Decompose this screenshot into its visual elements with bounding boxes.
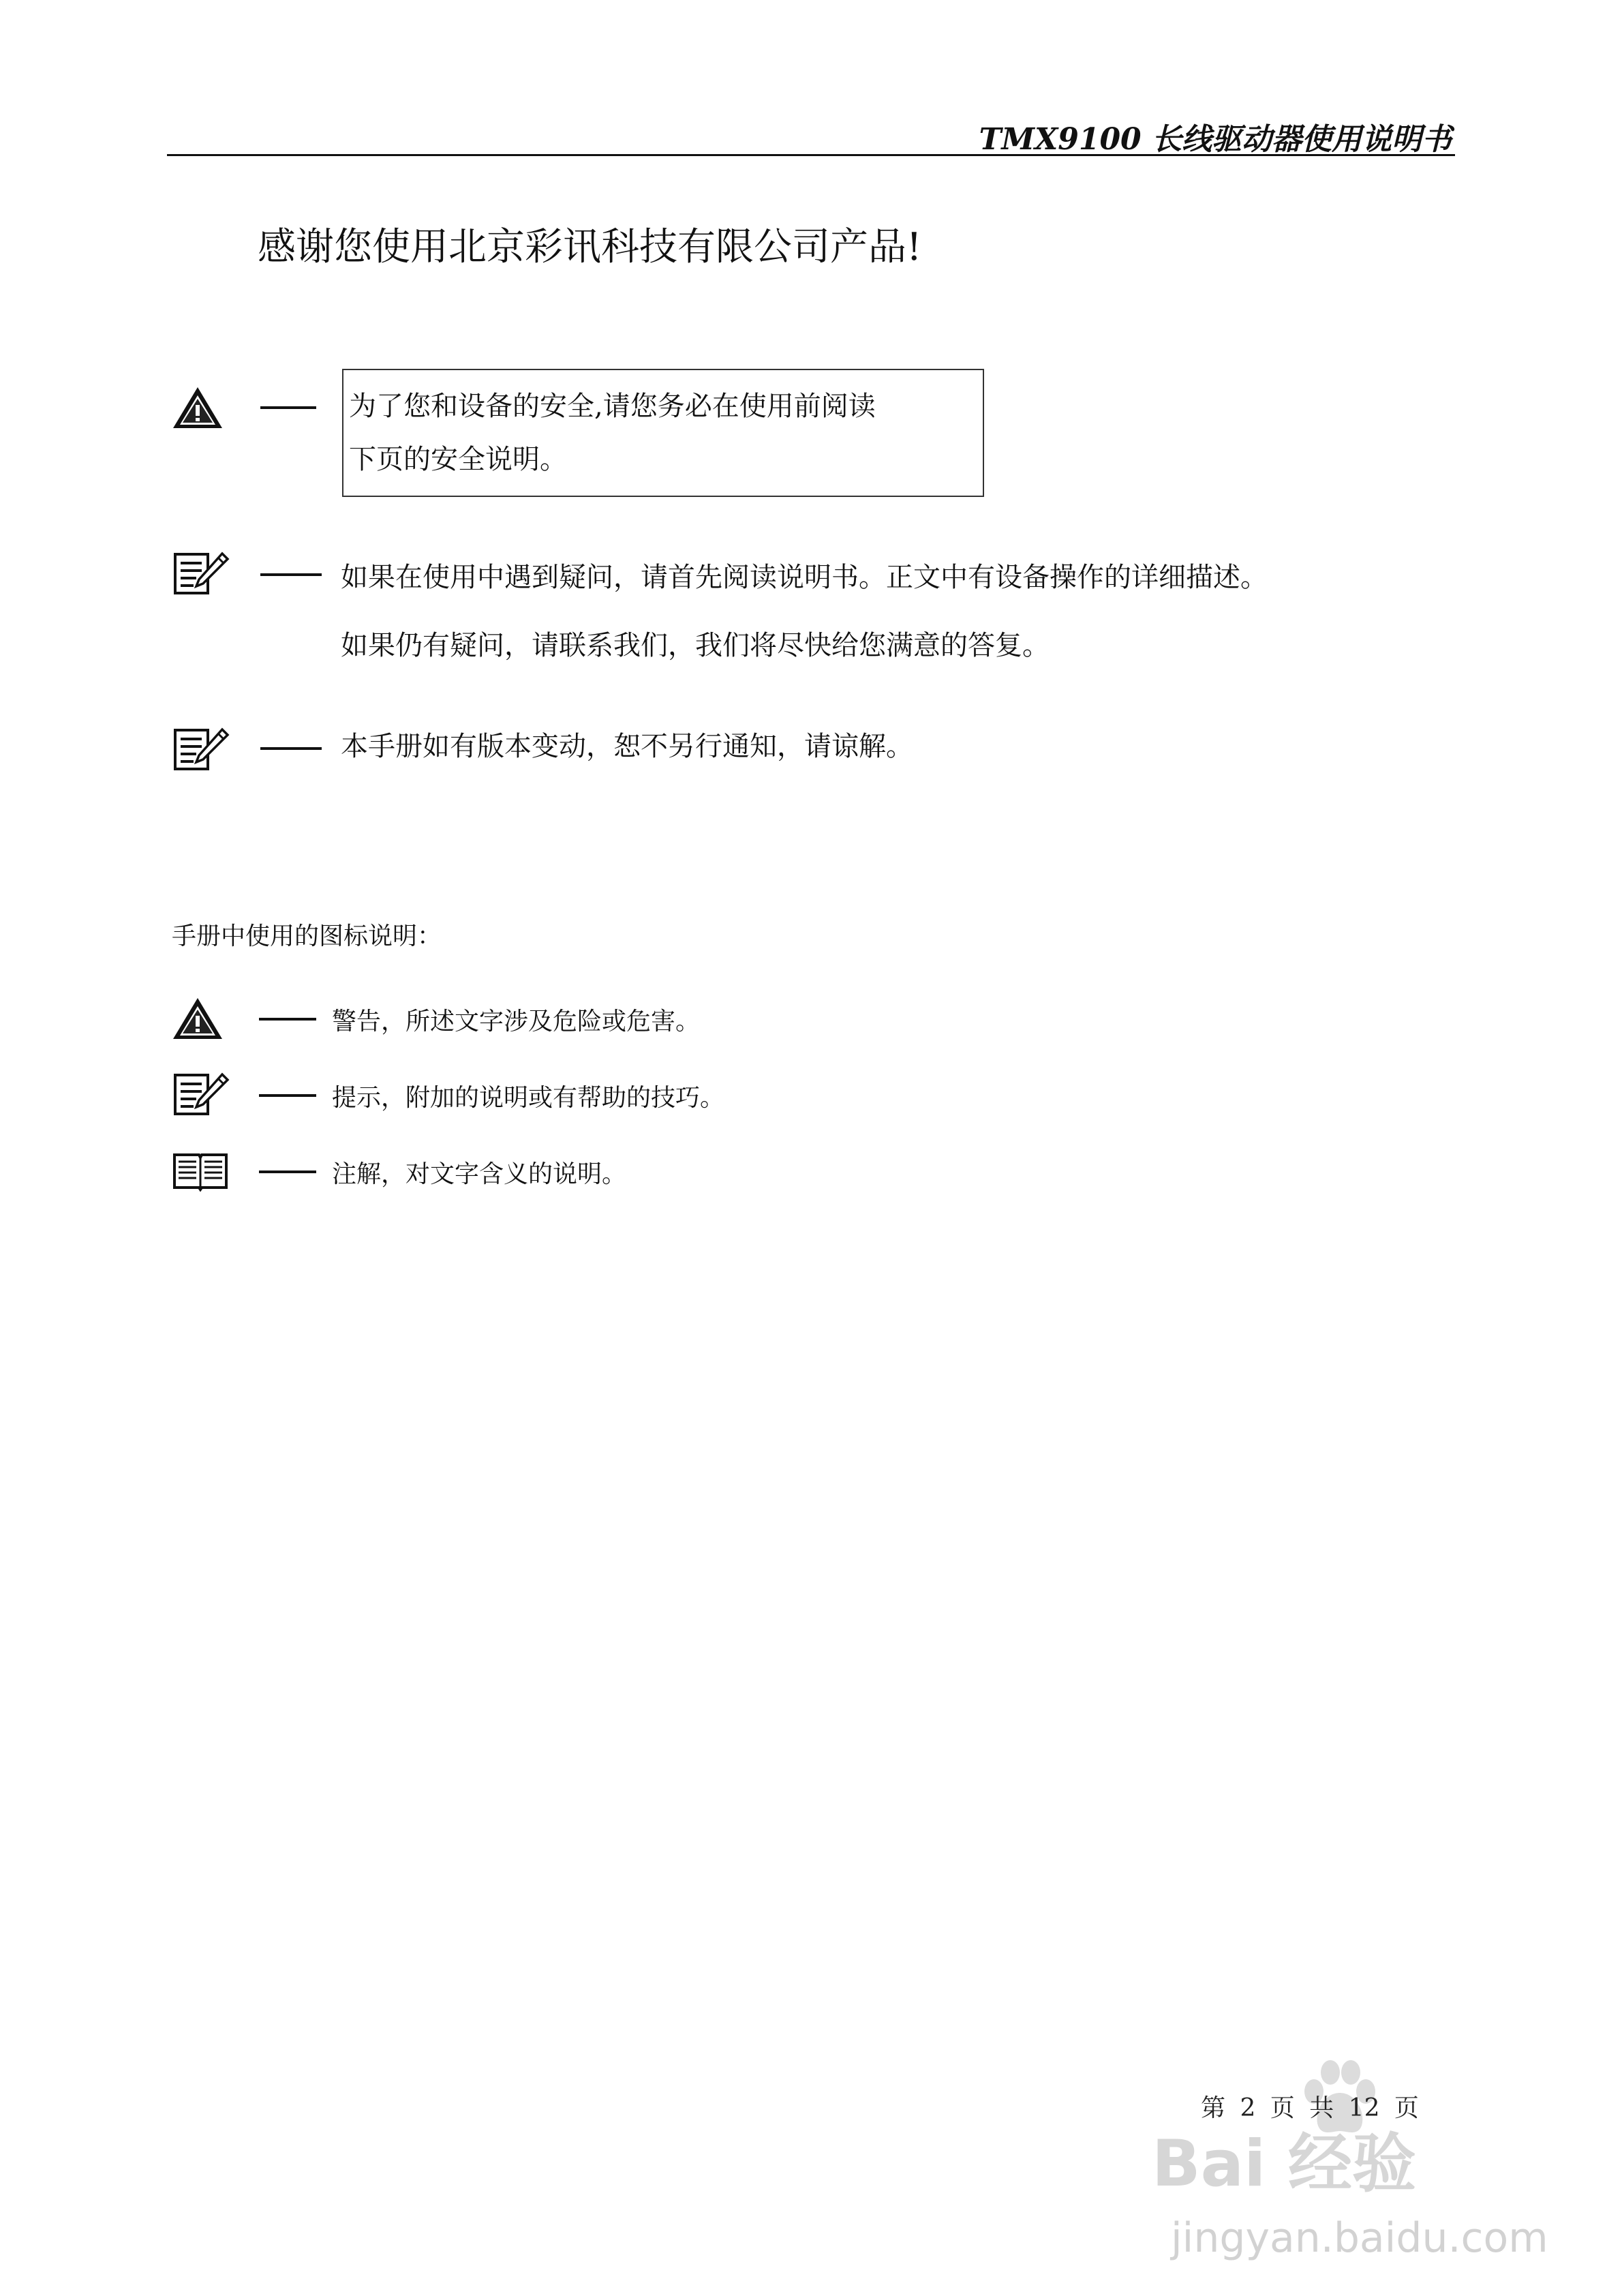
legend-dash — [259, 1170, 316, 1173]
notice-dash — [260, 747, 322, 750]
open-book-icon — [172, 1149, 229, 1192]
legend-item-note: 注解，对文字含义的说明。 — [332, 1160, 627, 1188]
questions-notice-line: 如果在使用中遇到疑问，请首先阅读说明书。正文中有设备操作的详细描述。 — [341, 562, 1268, 593]
safety-notice-line: 下页的安全说明。 — [349, 444, 567, 475]
questions-notice — [341, 543, 1268, 680]
watermark-url: jingyan.baidu.com — [1171, 2214, 1548, 2262]
legend-item-tip: 提示，附加的说明或有帮助的技巧。 — [332, 1084, 725, 1112]
watermark-brand: Bai 经验 — [1152, 2127, 1417, 2201]
note-pencil-icon — [173, 727, 230, 772]
thanks-heading: 感谢您使用北京彩讯科技有限公司产品! — [258, 225, 922, 269]
legend-dash — [259, 1018, 316, 1021]
notice-dash — [260, 406, 316, 409]
note-pencil-icon — [173, 551, 230, 596]
document-header-title: TMX9100 长线驱动器使用说明书 — [979, 122, 1452, 157]
notice-dash — [260, 573, 322, 576]
header-divider — [167, 154, 1455, 156]
legend-dash — [259, 1094, 316, 1097]
warning-triangle-icon — [172, 386, 224, 429]
questions-notice-line: 如果仍有疑问，请联系我们，我们将尽快给您满意的答复。 — [341, 630, 1050, 661]
page-number: 第 2 页 共 12 页 — [1201, 2094, 1419, 2122]
safety-notice-box — [342, 369, 984, 497]
safety-notice-line: 为了您和设备的安全,请您务必在使用前阅读 — [349, 391, 876, 422]
legend-title: 手册中使用的图标说明： — [172, 922, 442, 950]
warning-triangle-icon — [172, 997, 224, 1040]
version-notice: 本手册如有版本变动，恕不另行通知，请谅解。 — [341, 731, 913, 762]
note-pencil-icon — [173, 1072, 230, 1117]
baidu-jingyan-watermark — [1152, 2052, 1548, 2270]
legend-item-warning: 警告，所述文字涉及危险或危害。 — [332, 1008, 701, 1036]
